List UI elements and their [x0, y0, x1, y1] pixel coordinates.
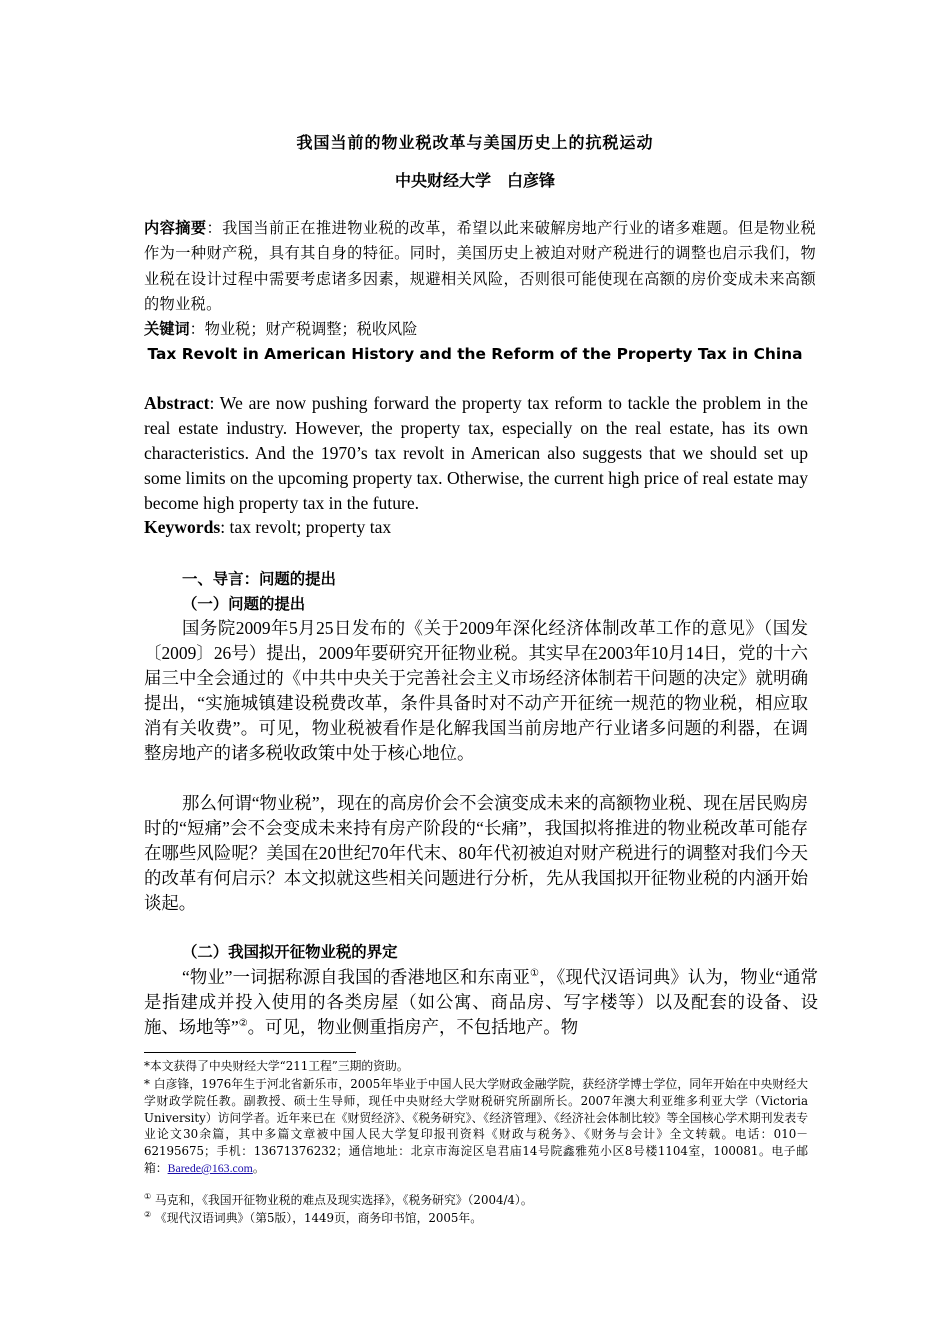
footnote-2-mark: ②	[144, 1210, 152, 1220]
email-link[interactable]: Barede@163.com	[167, 1160, 253, 1175]
footnote-1-mark: ①	[144, 1192, 152, 1202]
keywords-text-en: : tax revolt; property tax	[220, 517, 392, 537]
footnote-author-bio	[144, 1076, 808, 1177]
chinese-abstract	[144, 216, 816, 317]
abstract-label-zh: 内容摘要	[144, 219, 207, 237]
keywords-label-en: Keywords	[144, 517, 221, 537]
abstract-label-en: Abstract	[144, 393, 210, 413]
para3-text-a: “物业”一词据称源自我国的香港地区和东南亚	[182, 967, 531, 987]
english-keywords	[144, 515, 806, 540]
author-bio-end: 。	[252, 1160, 265, 1175]
body-paragraph-2: 那么何谓“物业税”，现在的高房价会不会演变成未来的高额物业税、现在居民购房时的“短痛”会不会变成未来持有房产阶段的“长痛”，我国拟将推进的物业税改革可能存在哪些风险呢？美国在20世纪70年代末、80年代初被迫对财产税进行的调整对我们今天的改革有何启示？本文拟就这些相关问题进行分析，先从我国拟开征物业税的内涵开始谈起。	[144, 793, 808, 914]
footnote-1-text: 马克和，《我国开征物业税的难点及现实选择》，《税务研究》（2004/4）。	[151, 1193, 533, 1207]
author-bio-text: * 白彦锋，1976年生于河北省新乐市，2005年毕业于中国人民大学财政金融学院，获经济学博士学位，同年开始在中央财经大学财政学院任教。副教授、硕士生导师，现任中央财经大学财税研究所副所长。2007年澳大利亚维多利亚大学（Victoria University）访问学者。近年来已在《财贸经济》、《税务研究》、《经济管理》、《经济社会体制比较》等全国核心学术期刊发表专业论文30余篇，其中多篇文章被中国人民大学复印报刊资料《财政与税务》、《财务与会计》全文转载。电话：010－62195675；手机：13671376232；通信地址：北京市海淀区皂君庙14号院鑫雅苑小区8号楼1104室，100081。电子邮箱：	[144, 1077, 808, 1175]
subsection-heading-2: （二）我国拟开征物业税的界定	[182, 943, 398, 961]
section-heading: 一、导言：问题的提出	[182, 570, 336, 588]
footnote-2	[144, 1210, 808, 1227]
body-paragraph-3	[144, 965, 818, 1040]
footnote-ref-2[interactable]: ②	[238, 1018, 248, 1030]
para3-text-b: ，《现代汉语词典》认为，物业“通常是指建成并投入使用的各类房屋（如公寓、商品房、写字楼等）以及配套的设备、设施、场地等”	[144, 967, 818, 1038]
keywords-text-zh: ：物业税；财产税调整；税收风险	[189, 320, 418, 338]
footnote-ref-1[interactable]: ①	[530, 968, 540, 980]
english-title: Tax Revolt in American History and the Reform of the Property Tax in China	[147, 345, 803, 363]
footnote-funding: *本文获得了中央财经大学“211工程”三期的资助。	[144, 1059, 409, 1073]
footnote-separator	[144, 1052, 356, 1053]
keywords-label-zh: 关键词	[144, 320, 190, 338]
para3-text-c: 。可见，物业侧重指房产，不包括地产。物	[247, 1017, 579, 1038]
subsection-heading-1: （一）问题的提出	[182, 595, 306, 613]
english-abstract	[144, 391, 808, 516]
body-paragraph-1: 国务院2009年5月25日发布的《关于2009年深化经济体制改革工作的意见》（国发〔2009〕26号）提出，2009年要研究开征物业税。其实早在2003年10月14日，党的十六届三中全会通过的《中共中央关于完善社会主义市场经济体制若干问题的决定》就明确提出，“实施城镇建设税费改革，条件具备时对不动产开征统一规范的物业税，相应取消有关收费”。可见，物业税被看作是化解我国当前房地产行业诸多问题的利器，在调整房地产的诸多税收政策中处于核心地位。	[144, 618, 808, 764]
author-line: 中央财经大学 白彦锋	[394, 171, 555, 190]
abstract-text-zh: ：我国当前正在推进物业税的改革，希望以此来破解房地产行业的诸多难题。但是物业税作为一种财产税，具有其自身的特征。同时，美国历史上被迫对财产税进行的调整也启示我们，物业税在设计过程中需要考虑诸多因素，规避相关风险，否则很可能使现在高额的房价变成未来高额的物业税。	[144, 219, 816, 313]
abstract-text-en: : We are now pushing forward the property tax reform to tackle the problem in the real estate industry. However, the property tax, especially on the real estate, has its own characteristics. And the 1970’s tax revolt in American also suggests that we should set up some limits on the upcoming property tax. Otherwise, the current high price of real estate may become high property tax in the future.	[144, 393, 808, 513]
chinese-keywords	[144, 317, 806, 342]
footnote-1	[144, 1192, 808, 1209]
footnote-2-text: 《现代汉语词典》（第5版），1449页，商务印书馆，2005年。	[151, 1211, 483, 1225]
paper-title: 我国当前的物业税改革与美国历史上的抗税运动	[296, 133, 654, 152]
